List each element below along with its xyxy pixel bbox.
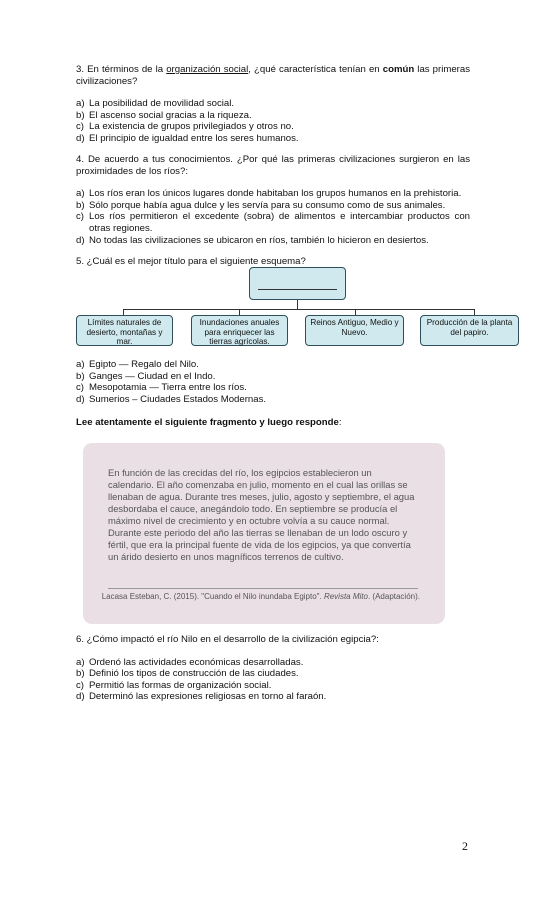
- question-6: [76, 634, 470, 703]
- question-5-text: 5. ¿Cuál es el mejor título para el siguiente esquema?: [76, 256, 306, 267]
- divider: [108, 588, 418, 589]
- reading-instruction: Lee atentamente el siguiente fragmento y luego responde:: [76, 417, 342, 428]
- bold-term: común: [382, 64, 415, 75]
- option-b: b) Definió los tipos de construcción de las ciudades.: [76, 668, 299, 680]
- option-c: c) La existencia de grupos privilegiados y otros no.: [76, 121, 294, 133]
- question-4: [76, 154, 470, 246]
- diagram-title-blank: [249, 267, 346, 300]
- option-c: c) Los ríos permitieron el excedente (sobra) de alimentos e intercambiar productos con otras regiones.: [76, 211, 470, 234]
- underlined-term: organización social: [166, 64, 249, 75]
- diagram-box-1: Límites naturales de desierto, montañas y mar.: [76, 315, 173, 346]
- blank-line: [258, 289, 337, 290]
- reading-source: Lacasa Esteban, C. (2015). "Cuando el Nilo inundaba Egipto". Revista Mito. (Adaptación).: [101, 592, 420, 601]
- concept-diagram: [76, 266, 521, 350]
- option-d: d) El principio de igualdad entre los seres humanos.: [76, 132, 299, 144]
- reading-fragment-card: [83, 443, 445, 624]
- question-6-text: 6. ¿Cómo impactó el río Nilo en el desarrollo de la civilización egipcia?:: [76, 634, 379, 645]
- diagram-box-2: Inundaciones anuales para enriquecer las tierras agrícolas.: [191, 315, 288, 346]
- option-a: a) Ordenó las actividades económicas desarrolladas.: [76, 656, 304, 668]
- option-a: a) Los ríos eran los únicos lugares donde habitaban los grupos humanos en la prehistoria.: [76, 188, 462, 200]
- option-d: d) Sumerios – Ciudades Estados Modernas.: [76, 393, 267, 405]
- option-d: d) No todas las civilizaciones se ubicaron en ríos, también lo hicieron en desiertos.: [76, 234, 429, 246]
- connector-line: [123, 309, 475, 310]
- question-3-text: 3. En términos de la organización social, ¿qué característica tenían en común las primeras civilizaciones?: [76, 64, 471, 87]
- page-number: 2: [462, 839, 468, 853]
- option-b: b) Sólo porque había agua dulce y les servía para su consumo como de sus animales.: [76, 199, 446, 211]
- question-5-options: [76, 359, 470, 405]
- option-c: c) Mesopotamia — Tierra entre los ríos.: [76, 382, 247, 394]
- option-a: a) Egipto — Regalo del Nilo.: [76, 359, 199, 370]
- question-4-text: 4. De acuerdo a tus conocimientos. ¿Por qué las primeras civilizaciones surgieron en las proximidades de los ríos?:: [76, 154, 470, 177]
- option-b: b) El ascenso social gracias a la riqueza.: [76, 109, 252, 121]
- option-a: a) La posibilidad de movilidad social.: [76, 98, 235, 110]
- connector-line: [297, 300, 298, 309]
- question-3: [76, 64, 470, 145]
- option-b: b) Ganges — Ciudad en el Indo.: [76, 370, 216, 382]
- option-c: c) Permitió las formas de organización social.: [76, 679, 272, 691]
- option-d: d) Determinó las expresiones religiosas en torno al faraón.: [76, 691, 327, 703]
- reading-paragraph: En función de las crecidas del río, los egipcios establecieron un calendario. El año comenzaba en julio, momento en el cual las orillas se llenaban de agua. Durante tres meses, julio, agosto y septiembre, el agua desbordaba el cauce, anegándolo todo. En septiembre se producía el máximo nivel de crecimiento y en octubre volvía a su cauce normal. Durante este periodo del año las tierras se llenaban de un lodo oscuro y fértil, que era la principal fuente de vida de los egipcios, ya que convertía un árido desierto en unos magníficos terrenos de cultivo.: [108, 467, 415, 562]
- diagram-box-3: Reinos Antiguo, Medio y Nuevo.: [305, 315, 404, 346]
- diagram-box-4: Producción de la planta del papiro.: [420, 315, 519, 346]
